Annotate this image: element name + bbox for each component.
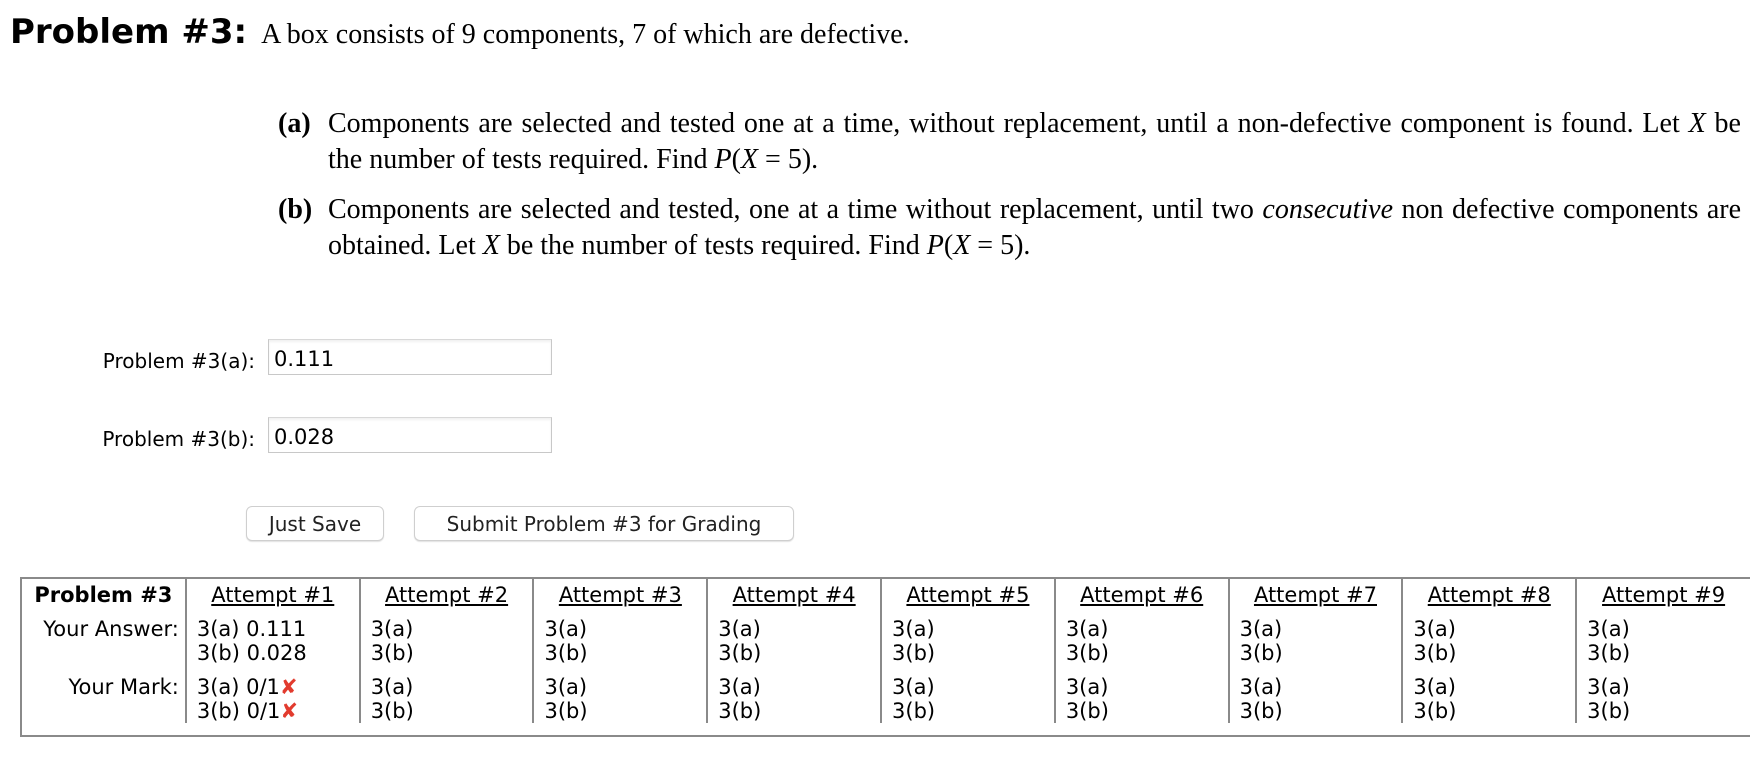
submit-for-grading-button[interactable]: Submit Problem #3 for Grading — [414, 506, 794, 541]
attempts-header-row — [22, 579, 1750, 617]
problem-header — [10, 12, 910, 52]
answer-input-a[interactable] — [268, 339, 552, 375]
attempt-8-answer: 3(a) 3(b) — [1402, 617, 1576, 675]
part-a — [278, 106, 1741, 178]
attempt-5-answer: 3(a) 3(b) — [881, 617, 1055, 675]
your-mark-label: Your Mark: — [68, 675, 179, 699]
attempt-1-mark: 3(a) 0/1✘ 3(b) 0/1✘ — [186, 675, 360, 723]
attempt-9-mark: 3(a) 3(b) — [1576, 675, 1750, 723]
just-save-button[interactable]: Just Save — [246, 506, 384, 541]
attempt-9-header[interactable]: Attempt #9 — [1576, 579, 1750, 617]
attempt-8-mark: 3(a) 3(b) — [1402, 675, 1576, 723]
wrong-x-icon: ✘ — [280, 699, 298, 723]
attempt-1-header[interactable]: Attempt #1 — [186, 579, 360, 617]
attempt-3-answer: 3(a) 3(b) — [533, 617, 707, 675]
attempt-2-mark: 3(a) 3(b) — [360, 675, 534, 723]
answer-label-a: Problem #3(a): — [102, 349, 255, 373]
attempts-table — [20, 577, 1750, 737]
attempt-7-answer: 3(a) 3(b) — [1229, 617, 1403, 675]
attempt-3-mark: 3(a) 3(b) — [533, 675, 707, 723]
answer-label-b: Problem #3(b): — [102, 427, 255, 451]
part-b-tag: (b) — [278, 194, 313, 225]
attempt-6-mark: 3(a) 3(b) — [1055, 675, 1229, 723]
answer-input-b[interactable] — [268, 417, 552, 453]
attempts-corner: Problem #3 — [34, 583, 173, 607]
part-a-text: Components are selected and tested one at a time, without replacement, until a non-defective component is found. Let X be the number of tests required. Find P(X = 5). — [328, 108, 1741, 175]
attempt-7-header[interactable]: Attempt #7 — [1229, 579, 1403, 617]
attempt-6-answer: 3(a) 3(b) — [1055, 617, 1229, 675]
attempt-8-header[interactable]: Attempt #8 — [1402, 579, 1576, 617]
attempt-6-header[interactable]: Attempt #6 — [1055, 579, 1229, 617]
your-answer-row — [22, 617, 1750, 675]
attempt-1-answer: 3(a) 0.111 3(b) 0.028 — [186, 617, 360, 675]
attempt-5-header[interactable]: Attempt #5 — [881, 579, 1055, 617]
attempt-4-mark: 3(a) 3(b) — [707, 675, 881, 723]
part-b — [278, 192, 1741, 264]
attempt-5-mark: 3(a) 3(b) — [881, 675, 1055, 723]
wrong-x-icon: ✘ — [279, 675, 298, 699]
problem-label: Problem #3: — [10, 12, 248, 52]
attempt-4-answer: 3(a) 3(b) — [707, 617, 881, 675]
attempt-2-answer: 3(a) 3(b) — [360, 617, 534, 675]
attempt-9-answer: 3(a) 3(b) — [1576, 617, 1750, 675]
attempt-7-mark: 3(a) 3(b) — [1229, 675, 1403, 723]
part-a-tag: (a) — [278, 108, 311, 139]
attempt-3-header[interactable]: Attempt #3 — [533, 579, 707, 617]
your-answer-label: Your Answer: — [43, 617, 179, 641]
attempt-2-header[interactable]: Attempt #2 — [360, 579, 534, 617]
attempt-4-header[interactable]: Attempt #4 — [707, 579, 881, 617]
problem-statement: A box consists of 9 components, 7 of which are defective. — [261, 19, 910, 50]
your-mark-row — [22, 675, 1750, 723]
part-b-text: Components are selected and tested, one at a time without replacement, until two consecutive non defective components are obtained. Let X be the number of tests required. Find P(X = 5). — [328, 194, 1741, 261]
